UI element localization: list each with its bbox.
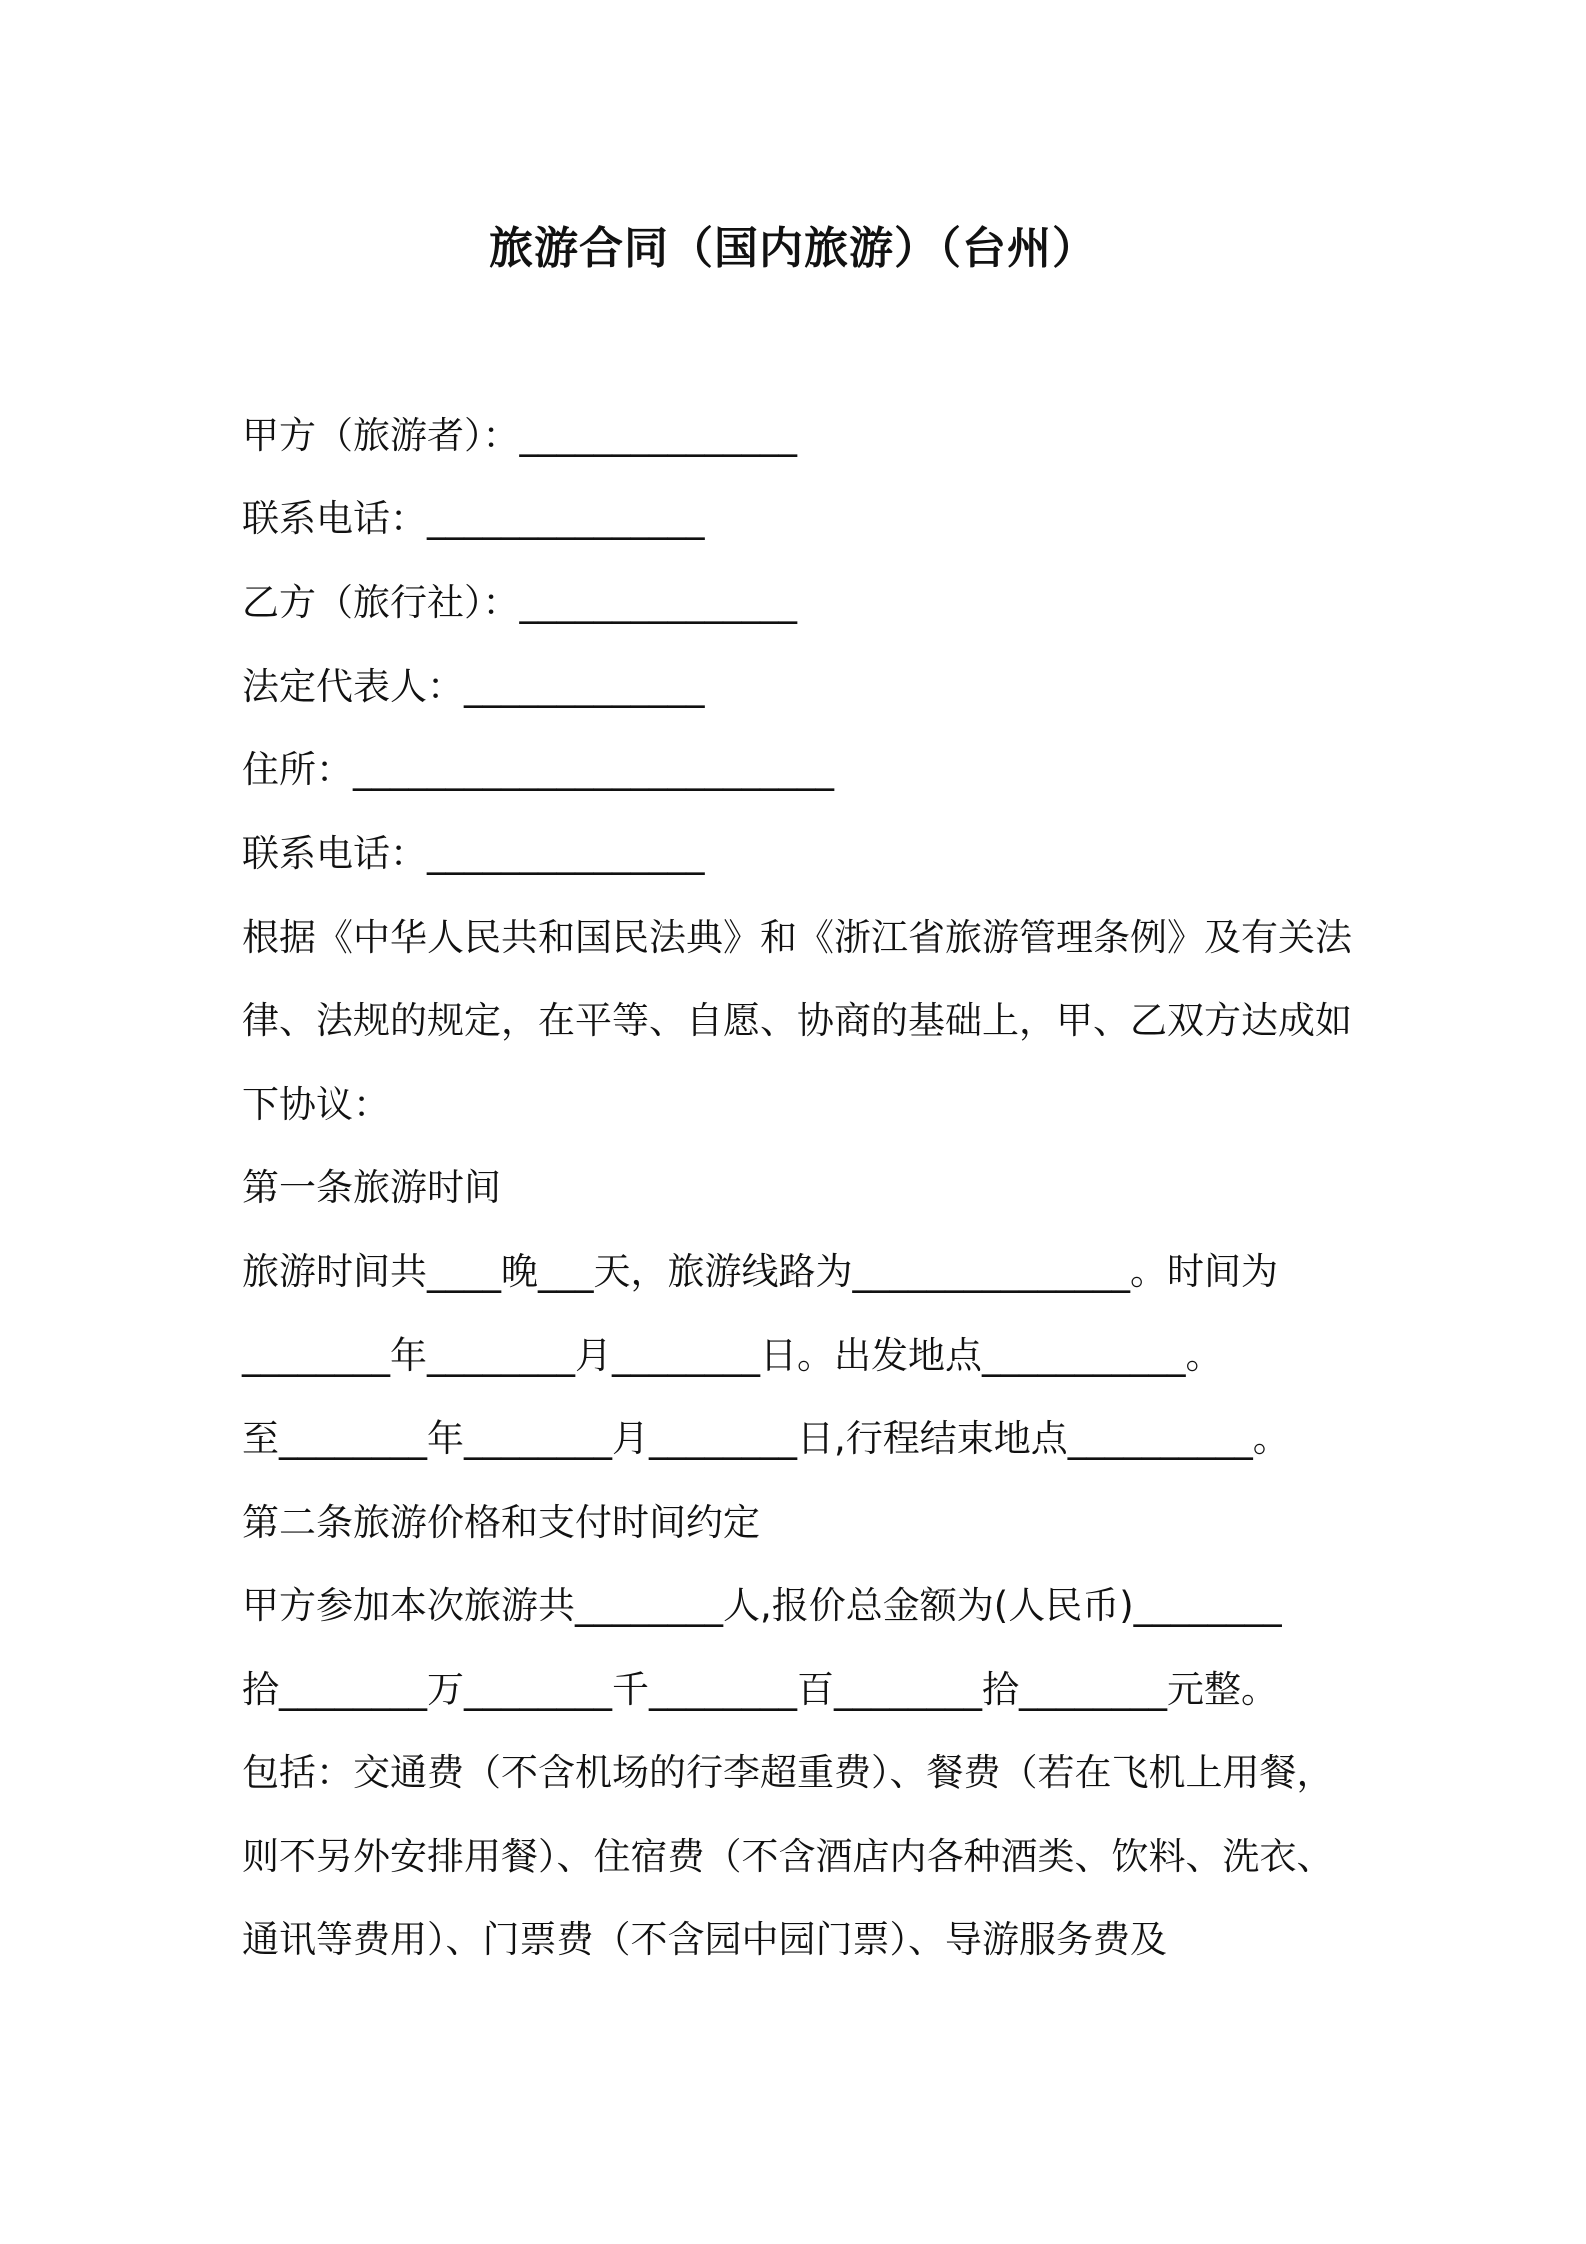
article-2-line-3: 包括：交通费（不含机场的行李超重费）、餐费（若在飞机上用餐， [242, 1751, 1334, 1794]
party-b-line: 乙方（旅行社）：_______________ [242, 581, 797, 624]
preamble-line-2: 律、法规的规定，在平等、自愿、协商的基础上，甲、乙双方达成如 [242, 999, 1352, 1042]
article-2-line-2: 拾________万________千________百________拾________元整。 [242, 1668, 1278, 1711]
document-title: 旅游合同（国内旅游）（台州） [489, 223, 1097, 274]
article-1-line-2: ________年________月________日。出发地点___________。 [242, 1334, 1223, 1377]
article-2-line-1: 甲方参加本次旅游共________人,报价总金额为(人民币)________ [242, 1584, 1282, 1627]
article-2-line-4: 则不另外安排用餐）、住宿费（不含酒店内各种酒类、饮料、洗衣、 [242, 1835, 1334, 1878]
article-1-heading: 第一条旅游时间 [242, 1166, 501, 1209]
address-line: 住所：__________________________ [242, 748, 834, 791]
article-1-line-3: 至________年________月________日,行程结束地点__________。 [242, 1417, 1290, 1460]
party-a-line: 甲方（旅游者）：_______________ [242, 414, 797, 457]
legal-representative-line: 法定代表人：_____________ [242, 665, 705, 708]
party-b-phone-line: 联系电话：_______________ [242, 832, 705, 875]
article-2-line-5: 通讯等费用）、门票费（不含园中园门票）、导游服务费及 [242, 1918, 1167, 1961]
preamble-line-1: 根据《中华人民共和国民法典》和《浙江省旅游管理条例》及有关法 [242, 916, 1352, 959]
party-a-phone-line: 联系电话：_______________ [242, 497, 705, 540]
article-1-line-1: 旅游时间共____晚___天，旅游线路为_______________。时间为 [242, 1250, 1278, 1293]
article-2-heading: 第二条旅游价格和支付时间约定 [242, 1501, 760, 1544]
preamble-line-3: 下协议： [242, 1083, 390, 1126]
